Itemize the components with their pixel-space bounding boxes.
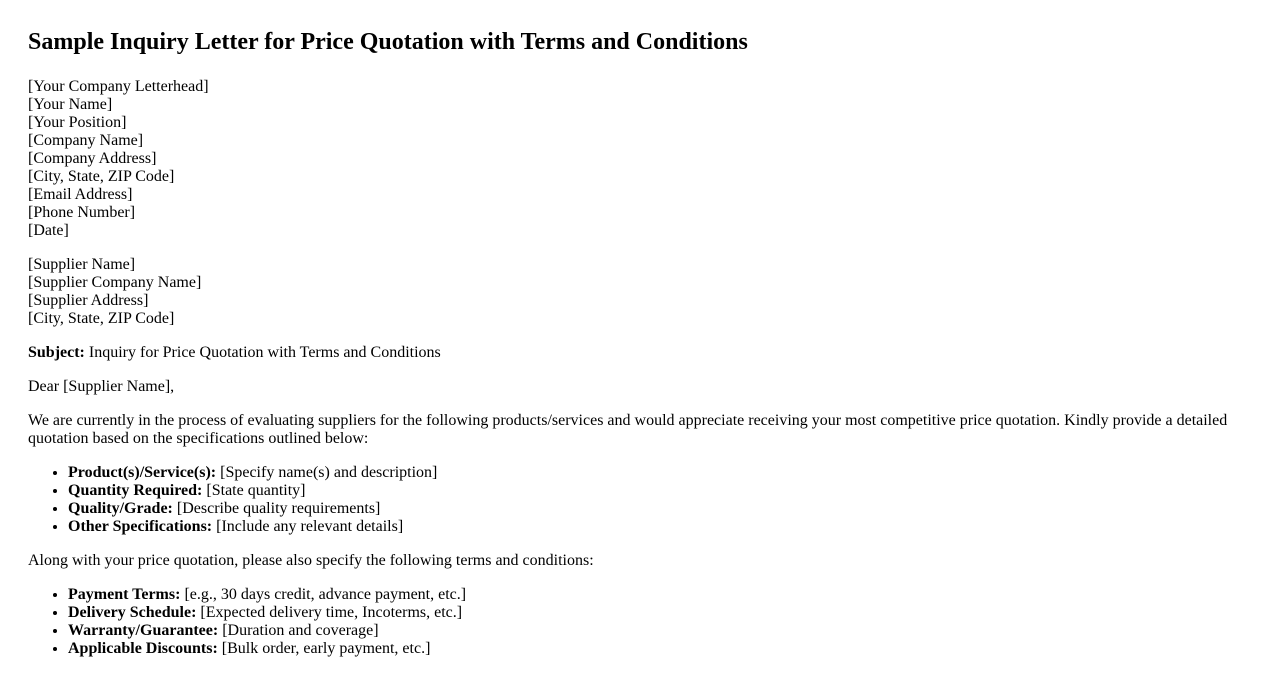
sender-line: [Company Name] [28,132,144,149]
spec-text: [State quantity] [202,482,306,499]
term-text: [e.g., 30 days credit, advance payment, etc.] [180,586,467,603]
term-text: [Expected delivery time, Incoterms, etc.] [196,604,463,621]
sender-line: [Your Company Letterhead] [28,78,209,95]
letter-page [28,26,1238,674]
sender-line: [Date] [28,222,69,239]
list-item [68,640,1238,658]
spec-label: Quantity Required: [68,482,203,499]
spec-label: Quality/Grade: [68,500,173,517]
term-text: [Duration and coverage] [218,622,379,639]
sender-block [28,78,1238,240]
subject-text: Inquiry for Price Quotation with Terms and Conditions [84,344,441,361]
term-label: Applicable Discounts: [68,640,218,657]
salutation: Dear [Supplier Name], [28,378,175,395]
recipient-block [28,256,1238,328]
recipient-line: [Supplier Address] [28,292,149,309]
term-label: Payment Terms: [68,586,181,603]
term-text: [Bulk order, early payment, etc.] [217,640,431,657]
list-item [68,464,1238,482]
sender-line: [Your Name] [28,96,113,113]
recipient-line: [Supplier Company Name] [28,274,202,291]
spec-text: [Include any relevant details] [212,518,404,535]
terms-intro-paragraph: Along with your price quotation, please also specify the following terms and conditions: [28,552,594,569]
terms-list [28,586,1238,658]
subject-label: Subject: [28,344,85,361]
sender-line: [City, State, ZIP Code] [28,168,175,185]
list-item [68,482,1238,500]
recipient-line: [City, State, ZIP Code] [28,310,175,327]
spec-label: Other Specifications: [68,518,213,535]
term-label: Warranty/Guarantee: [68,622,219,639]
spec-label: Product(s)/Service(s): [68,464,217,481]
list-item [68,604,1238,622]
sender-line: [Phone Number] [28,204,136,221]
list-item [68,622,1238,640]
specs-list [28,464,1238,536]
sender-line: [Your Position] [28,114,127,131]
spec-text: [Describe quality requirements] [172,500,381,517]
subject-line [28,344,1238,362]
list-item [68,500,1238,518]
page-title: Sample Inquiry Letter for Price Quotation with Terms and Conditions [28,29,748,55]
intro-paragraph: We are currently in the process of evaluating suppliers for the following products/services and would appreciate receiving your most competitive price quotation. Kindly provide a detailed quotation based on the specifications outlined below: [28,412,1228,447]
recipient-line: [Supplier Name] [28,256,136,273]
list-item [68,586,1238,604]
spec-text: [Specify name(s) and description] [216,464,438,481]
sender-line: [Company Address] [28,150,157,167]
list-item [68,518,1238,536]
sender-line: [Email Address] [28,186,133,203]
term-label: Delivery Schedule: [68,604,197,621]
